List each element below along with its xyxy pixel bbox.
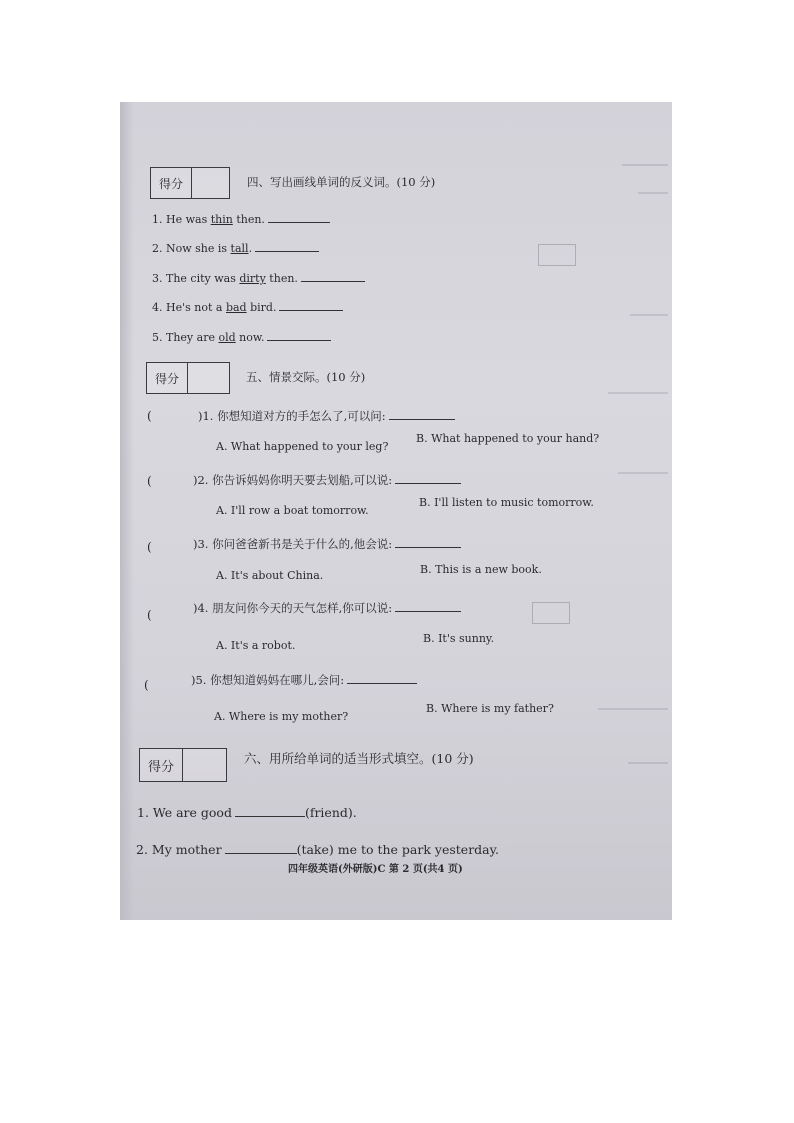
answer-blank[interactable] xyxy=(279,300,343,311)
answer-paren[interactable]: ( xyxy=(147,474,152,488)
answer-blank[interactable] xyxy=(268,212,330,223)
option-b-2: B. I'll listen to music tomorrow. xyxy=(419,496,594,509)
option-b-5: B. Where is my father? xyxy=(426,702,554,715)
antonym-item-2: 2. Now she is tall. xyxy=(152,241,319,255)
answer-blank[interactable] xyxy=(267,330,331,341)
antonym-item-4: 4. He's not a bad bird. xyxy=(152,300,343,314)
score-label: 得分 xyxy=(151,168,192,198)
option-a-3: A. It's about China. xyxy=(216,569,324,582)
score-label: 得分 xyxy=(140,749,183,781)
bleed-mark xyxy=(622,164,668,166)
antonym-item-3: 3. The city was dirty then. xyxy=(152,271,365,285)
answer-paren[interactable]: ( xyxy=(147,540,152,554)
answer-paren[interactable]: ( xyxy=(144,678,149,692)
score-field xyxy=(183,749,226,781)
section-6-heading: 六、用所给单词的适当形式填空。(10 分) xyxy=(244,751,474,766)
page-footer: 四年级英语(外研版)C 第 2 页(共4 页) xyxy=(288,864,463,875)
bleed-mark xyxy=(538,244,576,266)
fill-item-1: 1. We are good (friend). xyxy=(137,805,357,820)
score-field xyxy=(188,363,229,393)
exam-photo xyxy=(120,102,672,920)
option-b-1: B. What happened to your hand? xyxy=(416,432,600,445)
section-5-heading: 五、情景交际。(10 分) xyxy=(246,370,366,384)
dialogue-question-5: )5. 你想知道妈妈在哪儿,会问: xyxy=(191,672,417,688)
dialogue-question-4: )4. 朋友问你今天的天气怎样,你可以说: xyxy=(193,600,461,616)
answer-paren[interactable]: ( xyxy=(147,409,152,423)
option-b-4: B. It's sunny. xyxy=(423,632,495,645)
score-box-5 xyxy=(146,362,230,394)
option-a-4: A. It's a robot. xyxy=(216,639,296,652)
dialogue-question-1: )1. 你想知道对方的手怎么了,可以问: xyxy=(198,408,455,424)
answer-blank[interactable] xyxy=(255,241,319,252)
dialogue-question-2: )2. 你告诉妈妈你明天要去划船,可以说: xyxy=(193,472,461,488)
bleed-mark xyxy=(630,314,668,316)
answer-paren[interactable]: ( xyxy=(147,608,152,622)
fill-item-2: 2. My mother (take) me to the park yesterday. xyxy=(136,842,500,857)
score-field xyxy=(192,168,229,198)
score-label: 得分 xyxy=(147,363,188,393)
option-a-5: A. Where is my mother? xyxy=(214,710,349,723)
score-box-6 xyxy=(139,748,227,782)
antonym-item-1: 1. He was thin then. xyxy=(152,212,330,226)
score-box-4 xyxy=(150,167,230,199)
bleed-mark xyxy=(628,762,668,764)
bleed-mark xyxy=(598,708,668,710)
answer-blank[interactable] xyxy=(225,843,297,854)
antonym-item-5: 5. They are old now. xyxy=(152,330,331,344)
option-a-2: A. I'll row a boat tomorrow. xyxy=(216,504,369,517)
answer-blank[interactable] xyxy=(235,806,305,817)
option-a-1: A. What happened to your leg? xyxy=(216,440,389,453)
answer-blank[interactable] xyxy=(301,271,365,282)
section-4-heading: 四、写出画线单词的反义词。(10 分) xyxy=(247,175,436,189)
bleed-mark xyxy=(532,602,570,624)
bleed-mark xyxy=(618,472,668,474)
bleed-mark xyxy=(638,192,668,194)
option-b-3: B. This is a new book. xyxy=(420,563,542,576)
dialogue-question-3: )3. 你问爸爸新书是关于什么的,他会说: xyxy=(193,536,461,552)
bleed-mark xyxy=(608,392,668,394)
